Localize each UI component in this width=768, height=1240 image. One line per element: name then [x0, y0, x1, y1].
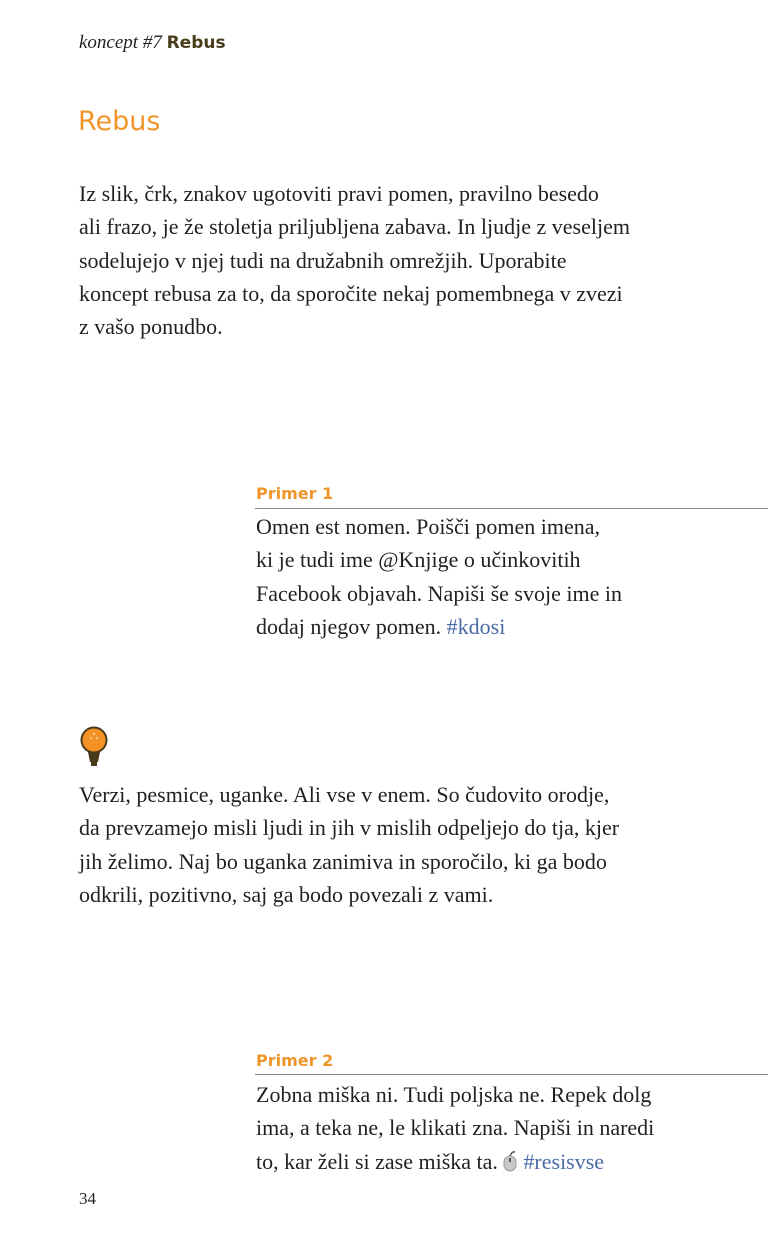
running-header: [79, 32, 226, 54]
example-1-label: Primer 1: [256, 484, 334, 503]
text-line: Iz slik, črk, znakov ugotoviti pravi pomen, pravilno besedo: [79, 181, 599, 206]
text-line: Verzi, pesmice, uganke. Ali vse v enem. So čudovito orodje,: [79, 782, 610, 807]
text-line: Zobna miška ni. Tudi poljska ne. Repek dolg: [256, 1082, 652, 1107]
text-line: [256, 1145, 654, 1178]
text-line: sodelujejo v njej tudi na družabnih omrežjih. Uporabite: [79, 247, 567, 273]
hashtag[interactable]: #resisvse: [523, 1148, 605, 1174]
text-span: dodaj njegov pomen.: [256, 613, 447, 639]
text-line: ki je tudi ime @Knjige o učinkovitih: [256, 547, 581, 573]
text-line: ima, a teka ne, le klikati zna. Napiši in naredi: [256, 1115, 655, 1141]
intro-paragraph: [79, 177, 630, 343]
divider: [255, 1074, 768, 1075]
concept-number: koncept #7: [79, 32, 162, 53]
concept-name: Rebus: [166, 33, 226, 53]
text-line: z vašo ponudbo.: [79, 314, 223, 340]
example-2-label: Primer 2: [256, 1051, 334, 1070]
computer-mouse-icon: [503, 1150, 517, 1172]
text-line: Facebook objavah. Napiši še svoje ime in: [256, 580, 622, 606]
hashtag[interactable]: #kdosi: [446, 613, 506, 639]
text-span: to, kar želi si zase miška ta.: [256, 1148, 504, 1174]
text-line: da prevzamejo misli ljudi in jih v mislih odpeljejo do tja, kjer: [79, 815, 620, 841]
text-line: ali frazo, je že stoletja priljubljena zabava. In ljudje z veseljem: [79, 214, 630, 240]
text-line: jih želimo. Naj bo uganka zanimiva in sporočilo, ki ga bodo: [79, 848, 607, 874]
text-line: odkrili, pozitivno, saj ga bodo povezali z vami.: [79, 881, 494, 907]
example-2-text: [256, 1078, 654, 1178]
text-line: [256, 610, 622, 643]
page-title: Rebus: [78, 106, 161, 137]
divider: [255, 508, 768, 509]
page-number: 34: [79, 1189, 96, 1208]
tip-paragraph: [79, 778, 619, 911]
text-line: koncept rebusa za to, da sporočite nekaj pomembnega v zvezi: [79, 280, 623, 306]
text-line: Omen est nomen. Poišči pomen imena,: [256, 514, 600, 539]
lightbulb-icon: [79, 726, 109, 768]
example-1-text: [256, 510, 622, 643]
